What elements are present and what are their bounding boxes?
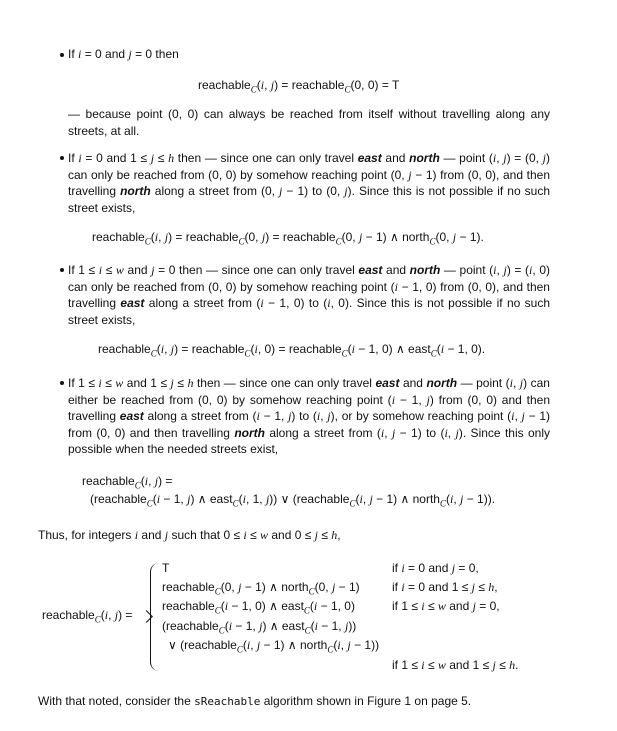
- algorithm-name: sReachable: [194, 695, 261, 708]
- bullet-3-equation: reachable$_C$(i, j) = reachable$_C$(i, 0) = reachable$_C$(i − 1, 0) ∧ east$_C$(i − 1, 0).: [98, 342, 486, 359]
- closing-sentence: [38, 694, 471, 709]
- closing-after: algorithm shown in Figure 1 on page 5.: [263, 694, 472, 708]
- case-expr: ∨ (reachable$_C$(i, j − 1) ∧ north$_C$(i, j − 1)): [168, 638, 380, 655]
- case-cond: if i = 0 and j = 0,: [392, 561, 479, 575]
- bullet-3-text: If 1 ≤ i ≤ w and j = 0 then — since one can only travel east and north — point (i, j) = (i, 0) can only be reached from (0, 0) by somehow reaching point (i − 1, 0) from (0, 0), and then travelling east along a street from (i − 1, 0) to (i, 0). Since this is not possible if no such street exists,: [68, 263, 551, 327]
- bullet-1-equation: reachable$_C$(i, j) = reachable$_C$(0, 0) = T: [198, 78, 400, 95]
- bullet-marker: [60, 381, 64, 385]
- bullet-1-note: — because point (0, 0) can always be reached from itself without travelling along any streets, at all.: [68, 107, 550, 138]
- bullet-2-equation: reachable$_C$(i, j) = reachable$_C$(0, j) = reachable$_C$(0, j − 1) ∧ north$_C$(0, j − 1).: [92, 230, 484, 247]
- thus-sentence: Thus, for integers i and j such that 0 ≤ i ≤ w and 0 ≤ j ≤ h,: [38, 528, 341, 542]
- cases-lhs: reachable$_C$(i, j) =: [42, 608, 133, 625]
- bullet-marker: [60, 53, 64, 57]
- cases-brace: [150, 563, 160, 671]
- case-cond: if i = 0 and 1 ≤ j ≤ h,: [392, 580, 498, 594]
- bullet-4-equation-line1: reachable$_C$(i, j) =: [82, 474, 173, 491]
- case-expr: reachable$_C$(0, j − 1) ∧ north$_C$(0, j − 1): [162, 580, 360, 597]
- bullet-4-equation-line2: (reachable$_C$(i − 1, j) ∧ east$_C$(i, 1, j)) ∨ (reachable$_C$(i, j − 1) ∧ north$_C$(i, j − 1)).: [90, 492, 496, 509]
- bullet-marker: [60, 268, 64, 272]
- bullet-1-condition: If i = 0 and j = 0 then: [68, 47, 179, 61]
- case-cond: if 1 ≤ i ≤ w and 1 ≤ j ≤ h.: [392, 658, 519, 672]
- case-expr: reachable$_C$(i − 1, 0) ∧ east$_C$(i − 1, 0): [162, 599, 355, 616]
- bullet-marker: [60, 156, 64, 160]
- case-cond: if 1 ≤ i ≤ w and j = 0,: [392, 599, 500, 613]
- case-expr: T: [162, 561, 170, 575]
- bullet-4-text: If 1 ≤ i ≤ w and 1 ≤ j ≤ h then — since one can only travel east and north — point (i, j) can either be reached from (0, 0) by somehow reaching point (i − 1, j) from (0, 0) and then travelling east along a street from (i − 1, j) to (i, j), or by somehow reaching point (i, j − 1) from (0, 0) and then travelling north along a street from (i, j − 1) to (i, j). Since this only possible when the needed streets exist,: [68, 376, 551, 456]
- bullet-2-text: If i = 0 and 1 ≤ j ≤ h then — since one can only travel east and north — point (i, j) = (0, j) can only be reached from (0, 0) by somehow reaching point (0, j − 1) from (0, 0), and then travelling north along a street from (0, j − 1) to (0, j). Since this is not possible if no such street exists,: [68, 151, 551, 215]
- case-expr: (reachable$_C$(i − 1, j) ∧ east$_C$(i − 1, j)): [162, 619, 357, 636]
- closing-before: With that noted, consider the: [38, 694, 191, 708]
